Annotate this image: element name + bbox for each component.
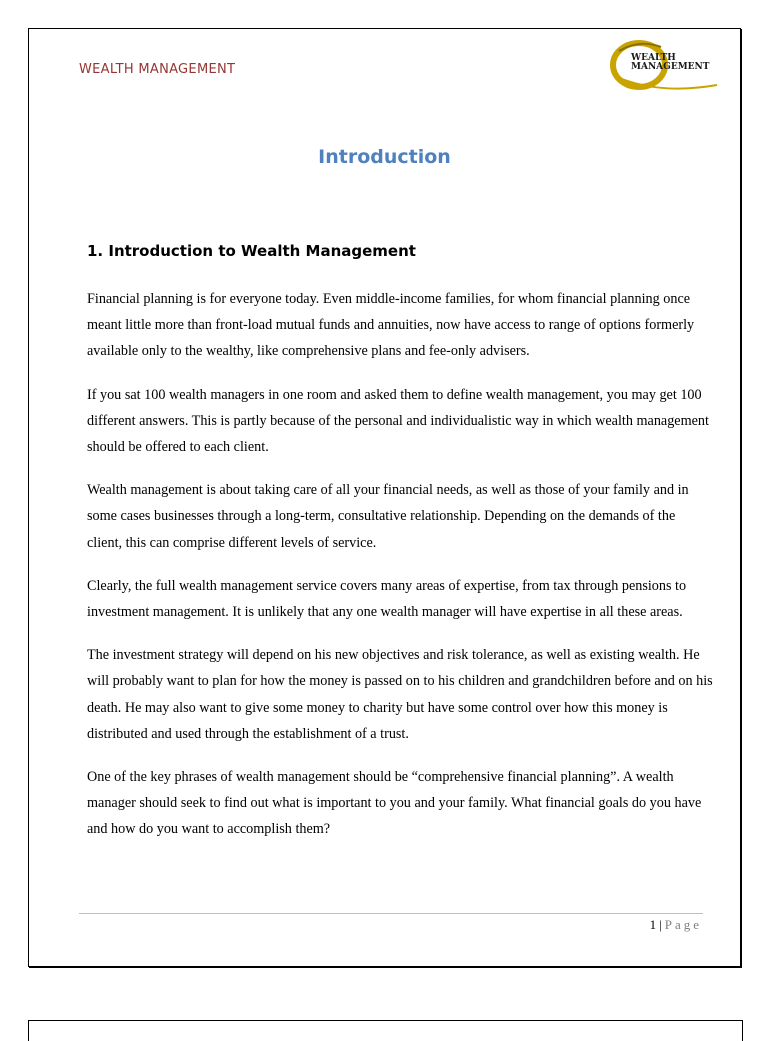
logo-wordmark <box>631 54 709 72</box>
page-heading: Introduction <box>318 146 451 168</box>
logo-line-1: WEALTH <box>631 53 676 63</box>
document-page <box>28 28 741 967</box>
body-text <box>87 286 713 860</box>
wealth-management-logo <box>609 37 719 93</box>
page-number: 1 <box>649 917 657 932</box>
footer-separator: | <box>659 917 662 932</box>
page-label: Page <box>664 917 702 932</box>
paragraph: Financial planning is for everyone today. Even middle-income families, for whom financial planning once meant little more than front-load mutual funds and annuities, now have access to range of options formerly available only to the wealthy, like comprehensive plans and fee-only advisers. <box>87 291 695 360</box>
logo-line-2: MANAGEMENT <box>631 62 710 72</box>
paragraph: One of the key phrases of wealth management should be “comprehensive financial planning”. A wealth manager should seek to find out what is important to you and your family. What financial goals do you have and how do you want to accomplish them? <box>87 769 702 838</box>
paragraph: The investment strategy will depend on his new objectives and risk tolerance, as well as existing wealth. He will probably want to plan for how the money is passed on to his children and grandchildren before and on his death. He may also want to give some money to charity but have some control over how this money is distributed and used through the establishment of a trust. <box>87 647 713 742</box>
paragraph: Clearly, the full wealth management service covers many areas of expertise, from tax through pensions to investment management. It is unlikely that any one wealth manager will have expertise in all these areas. <box>87 577 687 621</box>
paragraph: Wealth management is about taking care of all your financial needs, as well as those of your family and in some cases businesses through a long-term, consultative relationship. Depending on the demands of the client, this can comprise different levels of service. <box>87 482 689 551</box>
next-page-edge <box>28 1020 743 1041</box>
footer-divider <box>79 913 703 914</box>
page-footer <box>650 917 702 933</box>
paragraph: If you sat 100 wealth managers in one room and asked them to define wealth management, you may get 100 different answers. This is partly because of the personal and individualistic way in which wealth management should be offered to each client. <box>87 386 709 456</box>
header-title: WEALTH MANAGEMENT <box>79 62 236 77</box>
section-heading: 1. Introduction to Wealth Management <box>87 242 416 260</box>
